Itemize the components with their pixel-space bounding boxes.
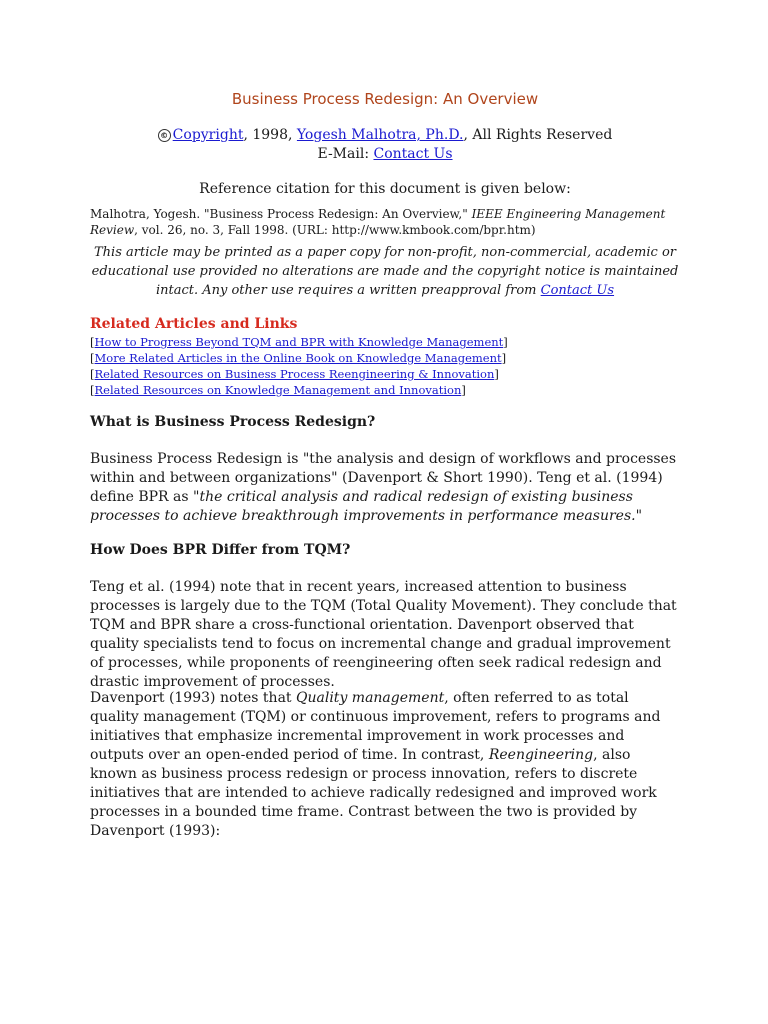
citation-prefix: Malhotra, Yogesh. "Business Process Redesign: An Overview," [90,207,472,221]
section-heading-bpr-vs-tqm: How Does BPR Differ from TQM? [90,542,351,558]
page-title: Business Process Redesign: An Overview [231,90,539,108]
section2-text-b: , often referred to as total quality management (TQM) or continuous improvement, refers to programs and initiatives that emphasize incremental improvement in work processes and outputs over an open-ended period of time. In contrast, [90,690,661,763]
related-link-item: [More Related Articles in the Online Book on Knowledge Management] [90,351,507,365]
permission-text: This article may be printed as a paper copy for non-profit, non-commercial, academic or educational use provided no alterations are made and the copyright notice is maintained intact. Any other use requires a written preapproval from [91,245,679,298]
related-link-bpr-resources[interactable]: Related Resources on Business Process Reengineering & Innovation [94,367,495,381]
related-link-km-resources[interactable]: Related Resources on Knowledge Management and Innovation [94,383,462,397]
contact-us-link[interactable]: Contact Us [373,146,453,162]
section2-italic-quality: Quality management [296,690,445,706]
related-link-tqm-bpr[interactable]: How to Progress Beyond TQM and BPR with Knowledge Management [94,335,504,349]
section-heading-what-is-bpr: What is Business Process Redesign? [90,414,376,430]
section1-text-a: Business Process Redesign is "the analysis and design of workflows and processes within and between organizations" (Davenport & Short 1990). Teng et al. (1994) define BPR as " [90,451,677,505]
author-link[interactable]: Yogesh Malhotra, Ph.D. [296,127,464,143]
citation-journal: IEEE Engineering Management Review [90,207,666,237]
section2-italic-reengineering: Reengineering [488,747,594,763]
permission-notice [90,243,680,300]
related-heading: Related Articles and Links [90,316,298,332]
related-link-item: [Related Resources on Business Process Reengineering & Innovation] [90,367,499,381]
related-links-list [90,334,680,398]
section2-paragraph-2 [90,689,680,841]
copyright-icon: © [158,129,171,142]
citation-suffix: , vol. 26, no. 3, Fall 1998. (URL: http://www.kmbook.com/bpr.htm) [134,223,536,237]
citation [90,206,680,238]
section2-text-a: Davenport (1993) notes that [90,690,297,706]
reference-line: Reference citation for this document is given below: [199,181,571,197]
section1-italic: the critical analysis and radical redesign of existing business processes to achieve breakthrough improvements in performance measures. [90,489,636,524]
copyright-block [90,126,680,164]
section2-paragraph-1: Teng et al. (1994) note that in recent years, increased attention to business processes is largely due to the TQM (Total Quality Movement). They conclude that TQM and BPR share a cross-functional orientation. Davenport observed that quality specialists tend to focus on incremental change and gradual improvement of processes, while proponents of reengineering often seek radical redesign and drastic improvement of processes. [90,579,677,690]
copyright-link[interactable]: Copyright [172,127,244,143]
rights-text: , All Rights Reserved [463,127,613,143]
related-link-item: [How to Progress Beyond TQM and BPR with Knowledge Management] [90,335,508,349]
permission-contact-link[interactable]: Contact Us [540,283,615,298]
related-link-item: [Related Resources on Knowledge Management and Innovation] [90,383,466,397]
email-label: E-Mail: [317,146,374,162]
related-link-online-book[interactable]: More Related Articles in the Online Book on Knowledge Management [94,351,502,365]
copyright-year: , 1998, [243,127,297,143]
related-articles [90,316,680,398]
section2-text-c: , also known as business process redesign or process innovation, refers to discrete initiatives that are intended to achieve radically redesigned and improved work processes in a bounded time frame. Contrast between the two is provided by Davenport (1993): [90,747,657,839]
section1-paragraph [90,450,680,526]
section1-text-b: " [635,508,643,524]
